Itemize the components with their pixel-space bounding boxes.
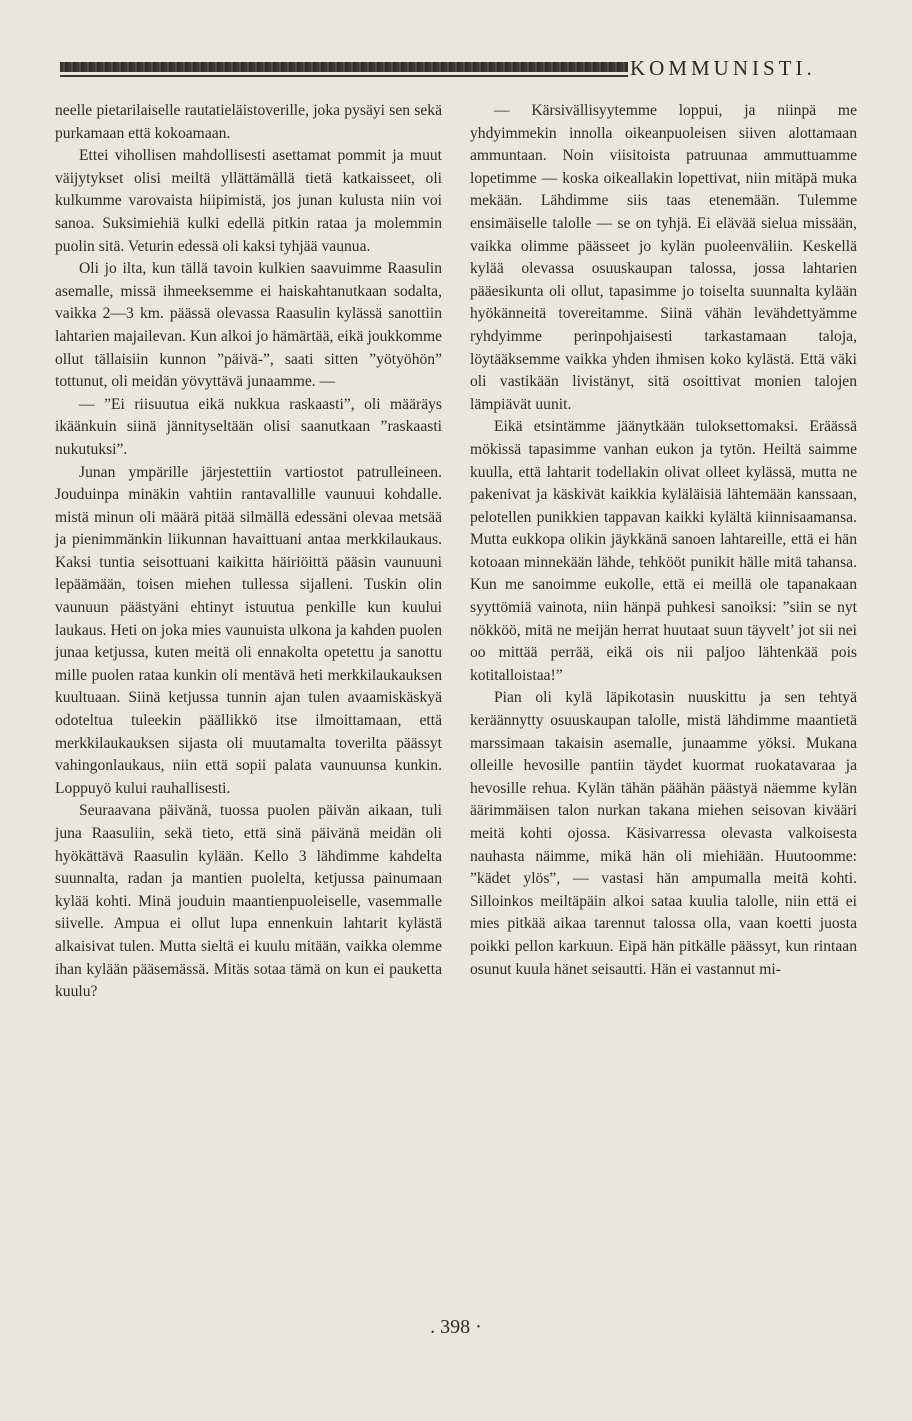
- page-number: . 398 ·: [430, 1316, 482, 1338]
- running-head: KOMMUNISTI.: [630, 56, 816, 80]
- paragraph: Seuraavana päivänä, tuossa puolen päivän aikaan, tuli juna Raasuliin, sekä tieto, että sinä päivänä meidän oli hyökättävä Raasulin kylään. Kello 3 lähdimme kahdelta suunnalta, radan ja mantien puolelta, ketjussa painumaan kylää kohti. Minä jouduin maantienpuoleiselle, vasemmalle siivelle. Ampua ei ollut lupa ennenkuin lahtarit kylästä alkaisivat tulen. Mutta sieltä ei kuulu mitään, vaikka olemme ihan kylään pääsemässä. Mitäs sotaa tämä on kun ei pauketta kuulu?: [55, 802, 442, 1001]
- left-column: [55, 100, 442, 1004]
- header-ornament-rule: [60, 62, 628, 72]
- right-column: [470, 100, 857, 981]
- paragraph: — Kärsivällisyytemme loppui, ja niinpä me yhdyimmekin innolla oikeanpuoleisen siiven alottamaan ammuntaan. Noin viisitoista patruunaa ammuttuamme lopetimme — koska oikeallakin lopettivat, niin mitäpä muka mekään. Lähdimme siis taas etenemään. Tulemme ensimäiselle talolle — se on tyhjä. Ei elävää sielua missään, vaikka olimme päässeet jo kylän puoleenväliin. Keskellä kylää olevassa osuuskaupan talossa, jossa lahtarien pääesikunta oli ollut, tapasimme jo toiselta suunnalta kylään hyökänneitä tovereitamme. Siinä vähän levähdettyämme ryhdyimme perinpohjaisesti tarkastamaan taloja, löytääksemme vaikka yhden ihmisen koko kylästä. Että väki oli vastikään livistänyt, sitä osoittivat monien talojen lämpiävät uunit.: [470, 102, 857, 413]
- page-header: [60, 48, 850, 88]
- paragraph: Oli jo ilta, kun tällä tavoin kulkien saavuimme Raasulin asemalle, missä ihmeeksemme ei haiskahtanutkaan sodalta, vaikka 2—3 km. päässä olevassa Raasulin kylässä sanottiin lahtarien majailevan. Kun alkoi jo hämärtää, eikä joukkomme ollut tällaisiin kunnon ”päivä-”, saati sitten ”yötyöhön” tottunut, oli meidän yövyttävä junaamme. —: [55, 260, 442, 391]
- paragraph: Pian oli kylä läpikotasin nuuskittu ja sen tehtyä keräännytty osuuskaupan talolle, mistä lähdimme maantietä marssimaan takaisin asemalle, junaamme yöksi. Mukana olleille hevosille pantiin täydet kuormat ruokatavaraa ja hevosille rehua. Kylän tähän päähän päästyä näemme kylän äärimmäisen talon nurkan takana miehen seisovan kivääri meitä kohti ojossa. Käsivarressa olevasta valkoisesta nauhasta näimme, mikä hän oli miehiään. Huutoomme: ”kädet ylös”, — vastasi hän ampumalla meitä kohti. Silloinkos meiltäpäin alkoi sataa kuulia talolle, niin että ei mies pitkää aikaa tarennut talossa olla, vaan koetti juosta poikki pellon karkuun. Eipä hän pitkälle päässyt, kun rintaan osunut kuula hänet seisautti. Hän ei vastannut mi-: [470, 689, 857, 978]
- paragraph: Junan ympärille järjestettiin vartiostot patrulleineen. Jouduinpa minäkin vahtiin rantavallille vaunuui kohdalle. mistä minun oli määrä pitää silmällä edessäni olevaa metsää ja pienimmänkin liikunnan havaittuani antaa merkkilaukaus. Kaksi tuntia seisottuani kaikitta häiriöittä pääsin vaunuuni lepäämään, toisen miehen tullessa sijalleni. Tuskin olin vaunuun päästyäni ehtinyt istuutua penkille kun kuului laukaus. Heti on joka mies vaunuista ulkona ja kahden puolen junaa ketjussa, kuten meitä oli ennakolta opetettu ja sanottu mille puolen rataa kunkin oli mentävä heti merkkilaukauksen kuultuaan. Siinä ketjussa tunnin ajan tulen avaamiskäskyä odoteltua tuleekin päällikkö itse ilmoittamaan, että merkkilaukauksen sijasta oli muutamalta toverilta päässyt vahingonlaukaus, niin että sopii palata vaunuunsa kunkin. Loppuyö kului rauhallisesti.: [55, 463, 442, 797]
- header-rule: [60, 75, 628, 77]
- paragraph: Ettei vihollisen mahdollisesti asettamat pommit ja muut väijytykset olisi meiltä yllättämällä tietä katkaisseet, oli kulkumme varovaista hiipimistä, jos junan kulusta niin voi sanoa. Suksimiehiä kulki edellä pitkin rataa ja molemmin puolin sitä. Veturin edessä oli kaksi tyhjää vaunua.: [55, 147, 442, 255]
- paragraph: — ”Ei riisuutua eikä nukkua raskaasti”, oli määräys ikäänkuin siinä jännityseltään olisi saanutkaan ”raskaasti nukutuksi”.: [55, 395, 442, 458]
- paragraph: Eikä etsintämme jäänytkään tuloksettomaksi. Eräässä mökissä tapasimme vanhan eukon ja tytön. Heiltä saimme kuulla, että lahtarit todellakin olivat olleet kylässä, mutta ne pakenivat ja käskivät kaikkia kyläläisiä lähtemään kanssaan, pelotellen punikkien tappavan kaikki kylältä kiinnisaamansa. Mutta eukkopa olikin jäykkänä sanoen lahtareille, että ei hän kotoaan minnekään lähde, tehkööt punikit hälle mitä tahansa. Kun me sanoimme eukolle, että ei meillä ole tapanakaan syyttömiä vainota, niin hänpä puhkesi sanoiksi: ”siin se nyt nökköö, mitä ne meijän herrat huutaat suun täyvelt’ jot sii nei oo mittää perrää, eikä ois nii paljoo lähtenkää pois kotitalloistaa!”: [470, 418, 857, 684]
- paragraph: neelle pietarilaiselle rautatieläistoverille, joka pysäyi sen sekä purkamaan että kokoamaan.: [55, 102, 442, 142]
